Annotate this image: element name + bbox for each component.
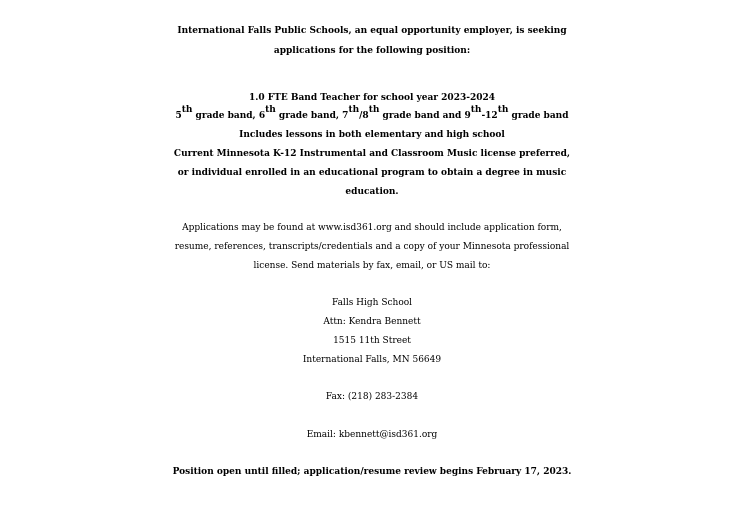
grade-9-number: 9 (464, 111, 471, 121)
grade-6-text: grade band, (275, 111, 343, 121)
application-line-3: license. Send materials by fax, email, or US mail to: (253, 261, 491, 271)
application-line-1: Applications may be found at www.isd361.org and should include application form, (182, 223, 562, 233)
address-school-name: Falls High School (331, 298, 413, 308)
license-line-1: Current Minnesota K-12 Instrumental and Classroom Music license preferred, (173, 149, 571, 159)
license-line-2: or individual enrolled in an educational program to obtain a degree in music (177, 168, 567, 178)
intro-line-2: applications for the following position: (273, 46, 471, 56)
grade-5-number: 5 (175, 111, 182, 121)
grade-5-text: grade band, (192, 111, 259, 121)
grade-7-ordinal: th (348, 105, 360, 115)
grade-12-number: -12 (481, 111, 498, 121)
grade-7-8-text: grade band and (379, 111, 465, 121)
grade-6-number: 6 (258, 111, 266, 121)
grade-9-12-text: grade band (508, 111, 569, 121)
grade-levels (0, 107, 744, 126)
application-line-2: resume, references, transcripts/credentials and a copy of your Minnesota professional (174, 242, 570, 252)
address-city: International Falls, MN 56649 (302, 355, 442, 365)
grade-5-ordinal: th (181, 105, 193, 115)
lessons-line: Includes lessons in both elementary and high school (239, 130, 505, 140)
email-address: Email: kbennett@isd361.org (306, 430, 438, 440)
intro-line-1: International Falls Public Schools, an equal opportunity employer, is seeking (177, 26, 567, 36)
position-title: 1.0 FTE Band Teacher for school year 2023-2024 (248, 93, 496, 103)
fax-number: Fax: (218) 283-2384 (325, 392, 419, 402)
address-attn: Attn: Kendra Bennett (323, 317, 421, 327)
license-line-3: education. (345, 187, 399, 197)
closing-statement: Position open until filled; application/resume review begins February 17, 2023. (172, 467, 572, 477)
grade-8-ordinal: th (368, 105, 380, 115)
grade-8-number: /8 (359, 111, 369, 121)
address-street: 1515 11th Street (333, 336, 411, 346)
grade-12-ordinal: th (497, 105, 509, 115)
grade-7-number: 7 (342, 111, 349, 121)
grade-6-ordinal: th (265, 105, 276, 115)
grade-9-ordinal: th (470, 105, 482, 115)
